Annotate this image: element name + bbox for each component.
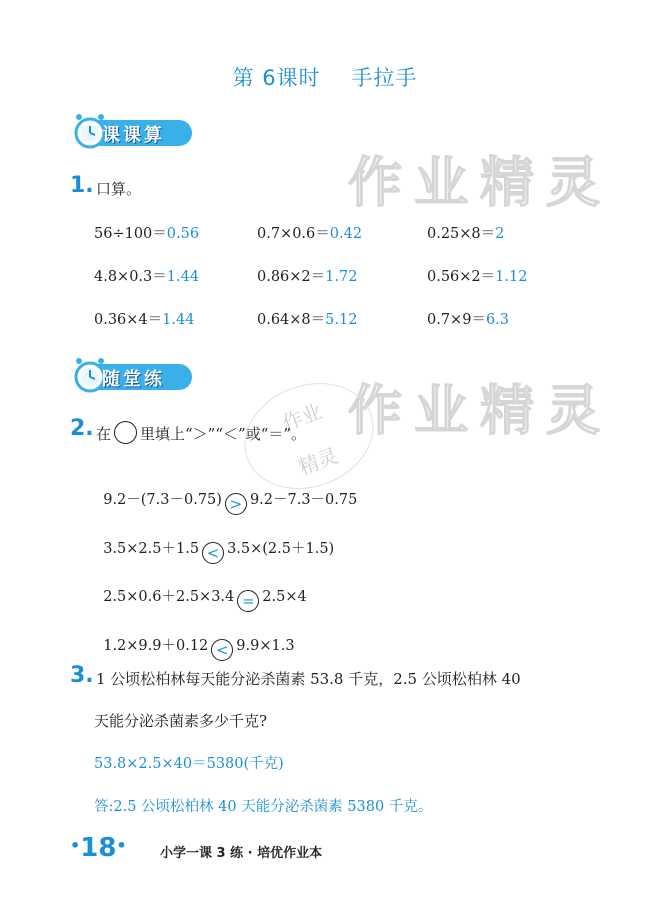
answer-circle: > bbox=[225, 493, 247, 515]
calc-item: 0.56×2＝1.12 bbox=[427, 269, 528, 285]
answer-circle: = bbox=[237, 590, 259, 612]
book-title: 小学一课 3 练 · 培优作业本 bbox=[160, 846, 323, 861]
page-title: 第 6课时 手拉手 bbox=[232, 66, 418, 90]
section-label-2: 随堂练 bbox=[102, 369, 165, 390]
question-number-3: 3. bbox=[70, 663, 94, 688]
question-text-3-line2: 天能分泌杀菌素多少千克? bbox=[94, 712, 268, 730]
question-number-2: 2. bbox=[70, 416, 94, 441]
calc-item: 0.7×9＝6.3 bbox=[427, 312, 509, 328]
answer-statement: 答:2.5 公顷松柏林 40 天能分泌杀菌素 5380 千克。 bbox=[94, 799, 433, 815]
watermark-text: 作业精灵 bbox=[348, 151, 612, 214]
calc-item: 0.25×8＝2 bbox=[427, 226, 505, 242]
calc-item: 56÷100＝0.56 bbox=[94, 226, 200, 242]
compare-row: 1.2×9.9＋0.12 < 9.9×1.3 bbox=[103, 638, 295, 659]
calc-item: 4.8×0.3＝1.44 bbox=[94, 269, 200, 285]
question-text-3-line1: 1 公顷松柏林每天能分泌杀菌素 53.8 千克，2.5 公顷松柏林 40 bbox=[96, 670, 521, 688]
compare-row: 2.5×0.6＋2.5×3.4 = 2.5×4 bbox=[103, 589, 307, 610]
answer-circle: < bbox=[211, 639, 233, 661]
question-text-2: 在 里填上“＞”“＜”或“＝”。 bbox=[96, 421, 306, 444]
compare-row: 9.2－(7.3－0.75) > 9.2－7.3－0.75 bbox=[103, 492, 358, 513]
empty-circle-icon bbox=[114, 421, 137, 444]
calc-item: 0.7×0.6＝0.42 bbox=[257, 226, 363, 242]
calc-item: 0.36×4＝1.44 bbox=[94, 312, 195, 328]
page-number: •18• bbox=[70, 833, 127, 863]
watermark-text-2: 作业精灵 bbox=[348, 379, 612, 442]
section-label-1: 课课算 bbox=[102, 125, 165, 146]
question-text-1: 口算。 bbox=[96, 180, 142, 198]
compare-row: 3.5×2.5＋1.5 < 3.5×(2.5＋1.5) bbox=[103, 541, 335, 562]
answer-circle: < bbox=[202, 542, 224, 564]
answer-calculation: 53.8×2.5×40＝5380(千克) bbox=[94, 756, 284, 772]
calc-item: 0.64×8＝5.12 bbox=[257, 312, 358, 328]
section-banner-1 bbox=[70, 118, 210, 148]
watermark-stamp: 作业 精灵 bbox=[230, 366, 389, 507]
question-number-1: 1. bbox=[70, 173, 94, 198]
section-banner-2 bbox=[70, 362, 210, 392]
calc-item: 0.86×2＝1.72 bbox=[257, 269, 358, 285]
